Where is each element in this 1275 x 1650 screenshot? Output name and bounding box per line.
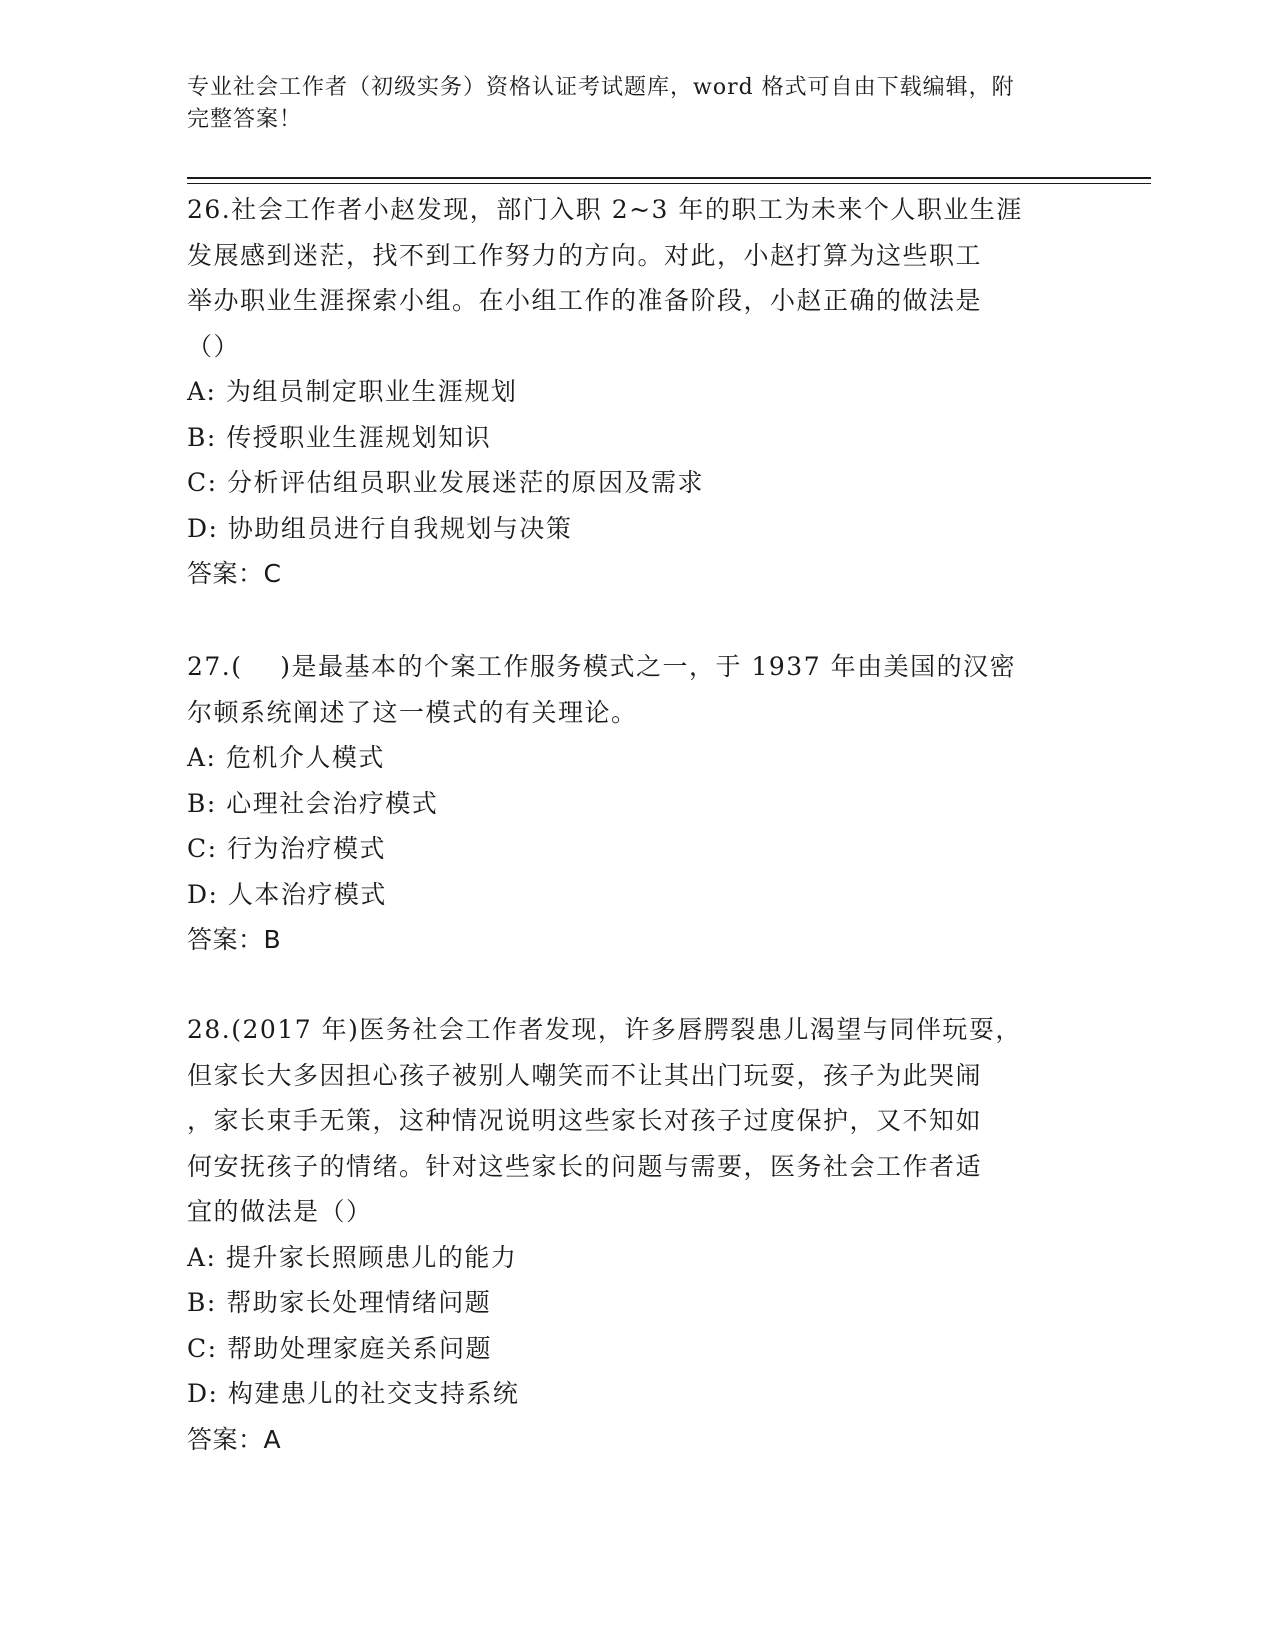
question-stem-line: 宜的做法是（） — [187, 1197, 373, 1226]
question-stem-line: （） — [187, 331, 241, 361]
option-b: B: 帮助家长处理情绪问题 — [187, 1288, 492, 1317]
option-d: D: 构建患儿的社交支持系统 — [187, 1379, 520, 1408]
option-d: D: 协助组员进行自我规划与决策 — [187, 513, 573, 543]
header-divider-thick — [187, 177, 1151, 179]
answer: 答案：A — [187, 1424, 282, 1454]
question-stem-line: 尔顿系统阐述了这一模式的有关理论。 — [187, 697, 638, 727]
question-stem-line: 26.社会工作者小赵发现，部门入职 2~3 年的职工为未来个人职业生涯 — [187, 195, 1023, 224]
answer: 答案：B — [187, 925, 282, 954]
option-b: B: 心理社会治疗模式 — [187, 788, 439, 818]
question-stem-line: 举办职业生涯探索小组。在小组工作的准备阶段，小赵正确的做法是 — [187, 286, 983, 315]
option-c: C: 帮助处理家庭关系问题 — [187, 1333, 492, 1363]
header-line-2: 完整答案！ — [187, 107, 303, 132]
question-stem-line: 28.(2017 年)医务社会工作者发现，许多唇腭裂患儿渴望与同伴玩耍， — [187, 1015, 1022, 1044]
question-28 — [187, 1007, 1067, 1462]
option-c: C: 分析评估组员职业发展迷茫的原因及需求 — [187, 468, 704, 497]
option-d: D: 人本治疗模式 — [187, 879, 387, 909]
header-divider-thin — [187, 183, 1151, 184]
question-stem-line: 27.( )是最基本的个案工作服务模式之一，于 1937 年由美国的汉密 — [187, 652, 1017, 681]
option-a: A: 为组员制定职业生涯规划 — [187, 377, 518, 406]
question-stem-line: 何安抚孩子的情绪。针对这些家长的问题与需要，医务社会工作者适 — [187, 1151, 983, 1181]
option-c: C: 行为治疗模式 — [187, 834, 386, 863]
document-header — [187, 72, 1067, 136]
option-a: A: 危机介人模式 — [187, 743, 385, 772]
answer: 答案：C — [187, 559, 282, 588]
question-stem-line: ，家长束手无策，这种情况说明这些家长对孩子过度保护，又不知如 — [187, 1106, 983, 1135]
question-26 — [187, 187, 1067, 597]
option-b: B: 传授职业生涯规划知识 — [187, 422, 492, 452]
question-stem-line: 发展感到迷茫，找不到工作努力的方向。对此，小赵打算为这些职工 — [187, 240, 983, 270]
header-line-1: 专业社会工作者（初级实务）资格认证考试题库，word 格式可自由下载编辑，附 — [187, 75, 1015, 100]
question-stem-line: 但家长大多因担心孩子被别人嘲笑而不让其出门玩耍，孩子为此哭闹 — [187, 1060, 983, 1090]
question-27 — [187, 644, 1067, 963]
option-a: A: 提升家长照顾患儿的能力 — [187, 1242, 518, 1272]
